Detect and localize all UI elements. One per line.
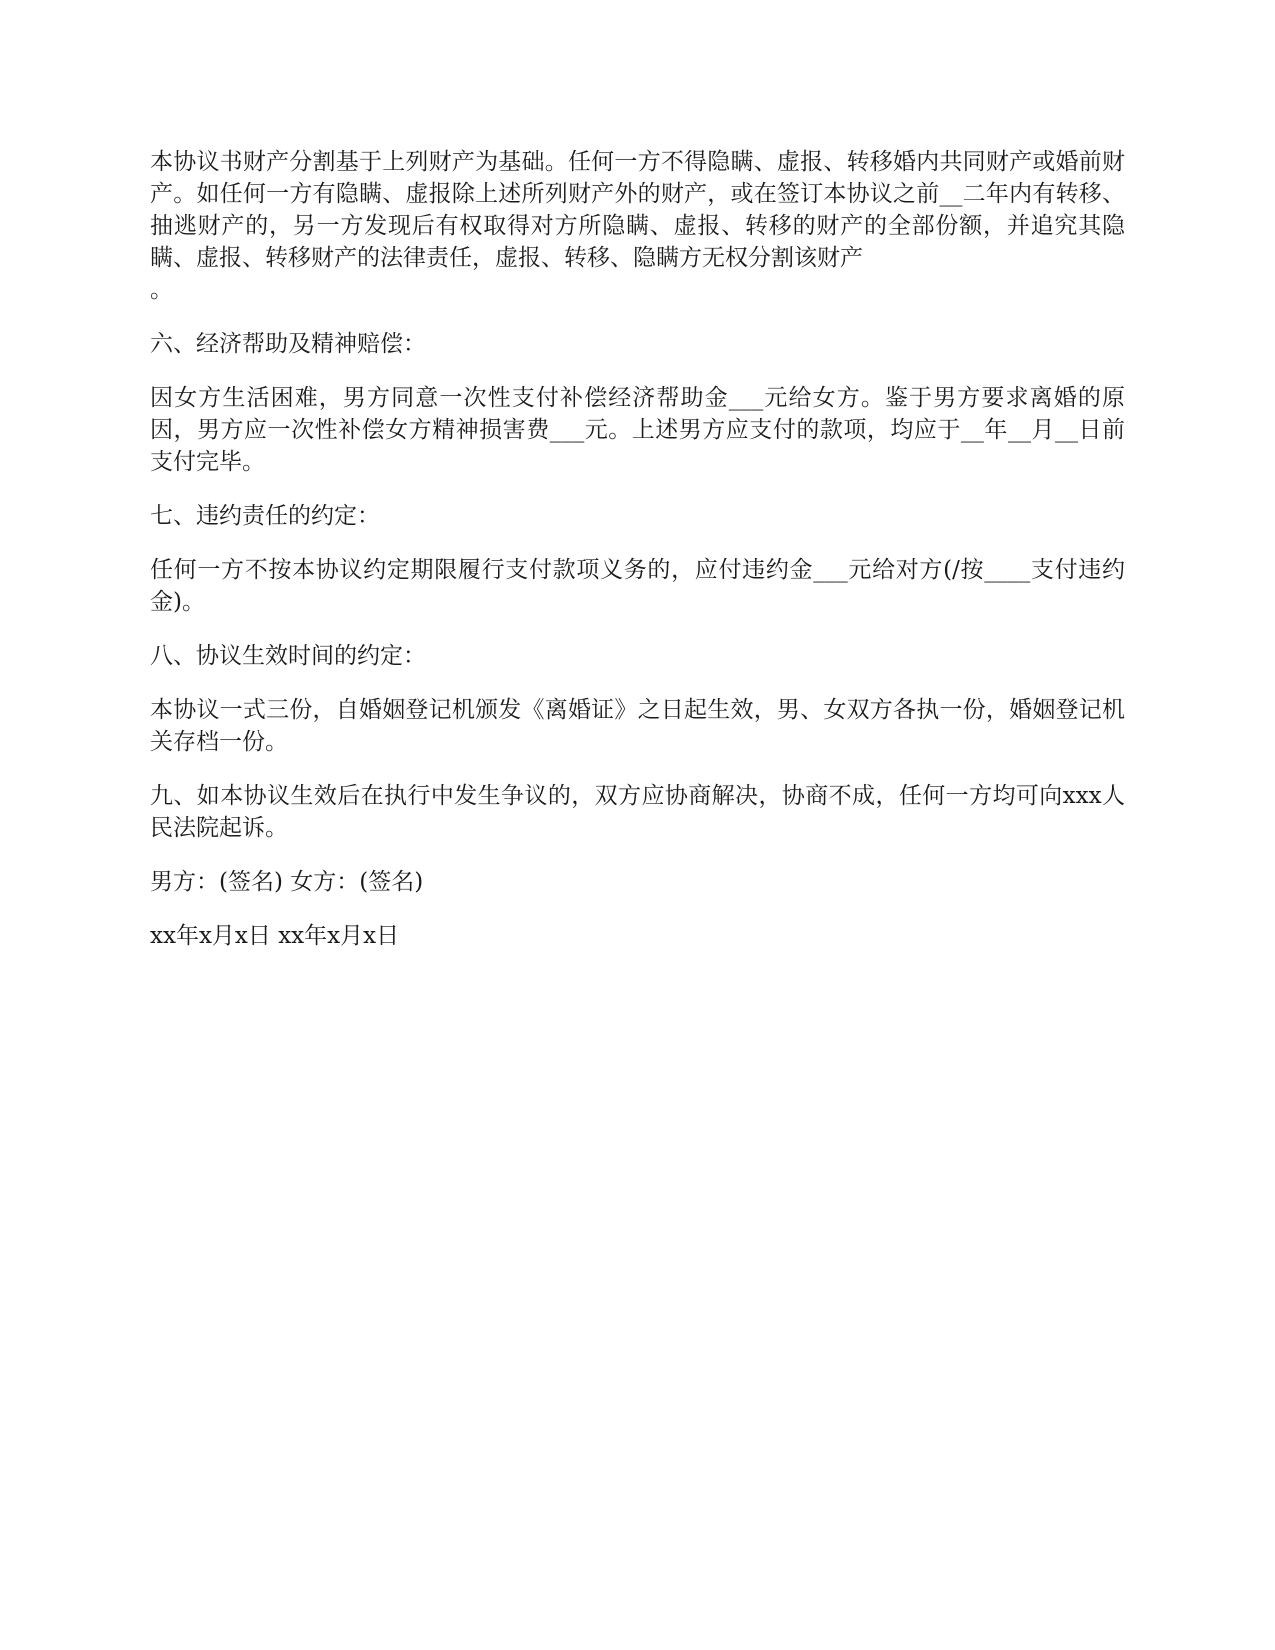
paragraph-property-disclosure: 本协议书财产分割基于上列财产为基础。任何一方不得隐瞒、虚报、转移婚内共同财产或婚前财产。如任何一方有隐瞒、虚报除上述所列财产外的财产，或在签订本协议之前__二年内有转移、抽逃财产的，另一方发现后有权取得对方所隐瞒、虚报、转移的财产的全部份额，并追究其隐瞒、虚报、转移财产的法律责任，虚报、转移、隐瞒方无权分割该财产	[150, 149, 1125, 271]
section-heading-economic-help: 六、经济帮助及精神赔偿：	[150, 331, 426, 357]
section-heading-effective-time: 八、协议生效时间的约定：	[150, 643, 426, 669]
paragraph-breach: 任何一方不按本协议约定期限履行支付款项义务的，应付违约金___元给对方(/按____支付违约金)。	[150, 557, 1125, 615]
date-line: xx年x月x日 xx年x月x日	[150, 923, 400, 949]
paragraph-effective-time: 本协议一式三份，自婚姻登记机颁发《离婚证》之日起生效，男、女双方各执一份，婚姻登记机关存档一份。	[150, 697, 1125, 755]
paragraph-economic-help: 因女方生活困难，男方同意一次性支付补偿经济帮助金___元给女方。鉴于男方要求离婚的原因，男方应一次性补偿女方精神损害费___元。上述男方应支付的款项，均应于__年__月__日前支付完毕。	[150, 385, 1126, 475]
paragraph-dispute: 九、如本协议生效后在执行中发生争议的，双方应协商解决，协商不成，任何一方均可向xxx人民法院起诉。	[150, 783, 1125, 841]
paragraph-period: 。	[150, 277, 173, 303]
document-body	[150, 146, 1125, 974]
signature-line: 男方：(签名) 女方：(签名)	[150, 869, 424, 895]
section-heading-breach: 七、违约责任的约定：	[150, 503, 380, 529]
